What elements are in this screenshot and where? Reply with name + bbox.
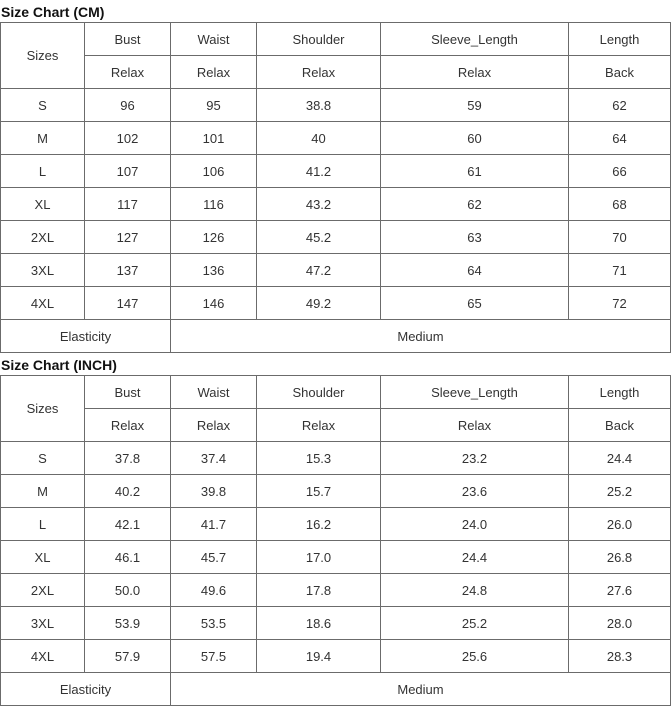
value-cell: 43.2	[257, 188, 381, 221]
size-cell: XL	[1, 188, 85, 221]
elasticity-label: Elasticity	[1, 673, 171, 706]
size-cell: S	[1, 89, 85, 122]
value-cell: 96	[85, 89, 171, 122]
value-cell: 37.4	[171, 442, 257, 475]
size-cell: 4XL	[1, 640, 85, 673]
value-cell: 63	[381, 221, 569, 254]
size-cell: 3XL	[1, 607, 85, 640]
value-cell: 17.8	[257, 574, 381, 607]
inch-size-table	[0, 375, 671, 706]
column-subheader: Relax	[257, 409, 381, 442]
value-cell: 28.3	[569, 640, 671, 673]
column-subheader: Relax	[85, 56, 171, 89]
value-cell: 61	[381, 155, 569, 188]
value-cell: 45.7	[171, 541, 257, 574]
value-cell: 23.2	[381, 442, 569, 475]
size-cell: S	[1, 442, 85, 475]
value-cell: 27.6	[569, 574, 671, 607]
column-subheader: Relax	[381, 56, 569, 89]
value-cell: 106	[171, 155, 257, 188]
value-cell: 24.8	[381, 574, 569, 607]
value-cell: 117	[85, 188, 171, 221]
value-cell: 25.6	[381, 640, 569, 673]
value-cell: 25.2	[381, 607, 569, 640]
value-cell: 137	[85, 254, 171, 287]
value-cell: 57.5	[171, 640, 257, 673]
value-cell: 62	[381, 188, 569, 221]
table-row	[1, 188, 671, 221]
sizes-header: Sizes	[1, 23, 85, 89]
value-cell: 26.8	[569, 541, 671, 574]
value-cell: 95	[171, 89, 257, 122]
column-header-waist: Waist	[171, 23, 257, 56]
table-row	[1, 155, 671, 188]
table-row	[1, 254, 671, 287]
value-cell: 19.4	[257, 640, 381, 673]
column-subheader: Back	[569, 409, 671, 442]
column-header-length: Length	[569, 376, 671, 409]
value-cell: 127	[85, 221, 171, 254]
value-cell: 15.7	[257, 475, 381, 508]
column-header-shoulder: Shoulder	[257, 23, 381, 56]
column-subheader: Back	[569, 56, 671, 89]
column-header-sleeve-length: Sleeve_Length	[381, 376, 569, 409]
value-cell: 40.2	[85, 475, 171, 508]
value-cell: 146	[171, 287, 257, 320]
elasticity-value: Medium	[171, 673, 671, 706]
cm-size-table	[0, 22, 671, 353]
value-cell: 102	[85, 122, 171, 155]
size-cell: M	[1, 475, 85, 508]
sizes-header: Sizes	[1, 376, 85, 442]
size-cell: 4XL	[1, 287, 85, 320]
size-chart-inch	[0, 353, 672, 706]
value-cell: 59	[381, 89, 569, 122]
value-cell: 17.0	[257, 541, 381, 574]
value-cell: 53.5	[171, 607, 257, 640]
cm-chart-title: Size Chart (CM)	[1, 4, 105, 20]
value-cell: 70	[569, 221, 671, 254]
size-cell: 2XL	[1, 221, 85, 254]
value-cell: 18.6	[257, 607, 381, 640]
value-cell: 39.8	[171, 475, 257, 508]
table-row	[1, 89, 671, 122]
value-cell: 45.2	[257, 221, 381, 254]
value-cell: 41.7	[171, 508, 257, 541]
column-subheader: Relax	[381, 409, 569, 442]
table-row	[1, 508, 671, 541]
column-subheader: Relax	[257, 56, 381, 89]
inch-chart-title: Size Chart (INCH)	[1, 357, 117, 373]
value-cell: 41.2	[257, 155, 381, 188]
elasticity-row	[1, 673, 671, 706]
table-row	[1, 640, 671, 673]
elasticity-label: Elasticity	[1, 320, 171, 353]
value-cell: 42.1	[85, 508, 171, 541]
table-subheader-row	[1, 56, 671, 89]
value-cell: 50.0	[85, 574, 171, 607]
size-cell: 2XL	[1, 574, 85, 607]
value-cell: 24.0	[381, 508, 569, 541]
value-cell: 66	[569, 155, 671, 188]
column-header-sleeve-length: Sleeve_Length	[381, 23, 569, 56]
value-cell: 15.3	[257, 442, 381, 475]
value-cell: 25.2	[569, 475, 671, 508]
table-header-row	[1, 23, 671, 56]
value-cell: 53.9	[85, 607, 171, 640]
value-cell: 28.0	[569, 607, 671, 640]
column-header-bust: Bust	[85, 376, 171, 409]
value-cell: 65	[381, 287, 569, 320]
value-cell: 46.1	[85, 541, 171, 574]
value-cell: 60	[381, 122, 569, 155]
value-cell: 40	[257, 122, 381, 155]
value-cell: 16.2	[257, 508, 381, 541]
value-cell: 101	[171, 122, 257, 155]
table-row	[1, 607, 671, 640]
value-cell: 47.2	[257, 254, 381, 287]
value-cell: 38.8	[257, 89, 381, 122]
table-row	[1, 221, 671, 254]
table-row	[1, 287, 671, 320]
value-cell: 72	[569, 287, 671, 320]
table-header-row	[1, 376, 671, 409]
table-row	[1, 122, 671, 155]
column-header-shoulder: Shoulder	[257, 376, 381, 409]
value-cell: 62	[569, 89, 671, 122]
value-cell: 71	[569, 254, 671, 287]
table-row	[1, 475, 671, 508]
value-cell: 26.0	[569, 508, 671, 541]
value-cell: 49.6	[171, 574, 257, 607]
value-cell: 24.4	[381, 541, 569, 574]
value-cell: 64	[381, 254, 569, 287]
size-cell: M	[1, 122, 85, 155]
value-cell: 49.2	[257, 287, 381, 320]
elasticity-value: Medium	[171, 320, 671, 353]
value-cell: 64	[569, 122, 671, 155]
value-cell: 136	[171, 254, 257, 287]
value-cell: 57.9	[85, 640, 171, 673]
table-row	[1, 442, 671, 475]
column-header-bust: Bust	[85, 23, 171, 56]
value-cell: 24.4	[569, 442, 671, 475]
elasticity-row	[1, 320, 671, 353]
value-cell: 68	[569, 188, 671, 221]
value-cell: 23.6	[381, 475, 569, 508]
size-cell: 3XL	[1, 254, 85, 287]
column-subheader: Relax	[171, 56, 257, 89]
column-header-length: Length	[569, 23, 671, 56]
column-header-waist: Waist	[171, 376, 257, 409]
table-row	[1, 574, 671, 607]
value-cell: 37.8	[85, 442, 171, 475]
size-cell: XL	[1, 541, 85, 574]
column-subheader: Relax	[171, 409, 257, 442]
size-cell: L	[1, 508, 85, 541]
column-subheader: Relax	[85, 409, 171, 442]
value-cell: 107	[85, 155, 171, 188]
value-cell: 147	[85, 287, 171, 320]
value-cell: 126	[171, 221, 257, 254]
table-subheader-row	[1, 409, 671, 442]
table-row	[1, 541, 671, 574]
size-cell: L	[1, 155, 85, 188]
value-cell: 116	[171, 188, 257, 221]
